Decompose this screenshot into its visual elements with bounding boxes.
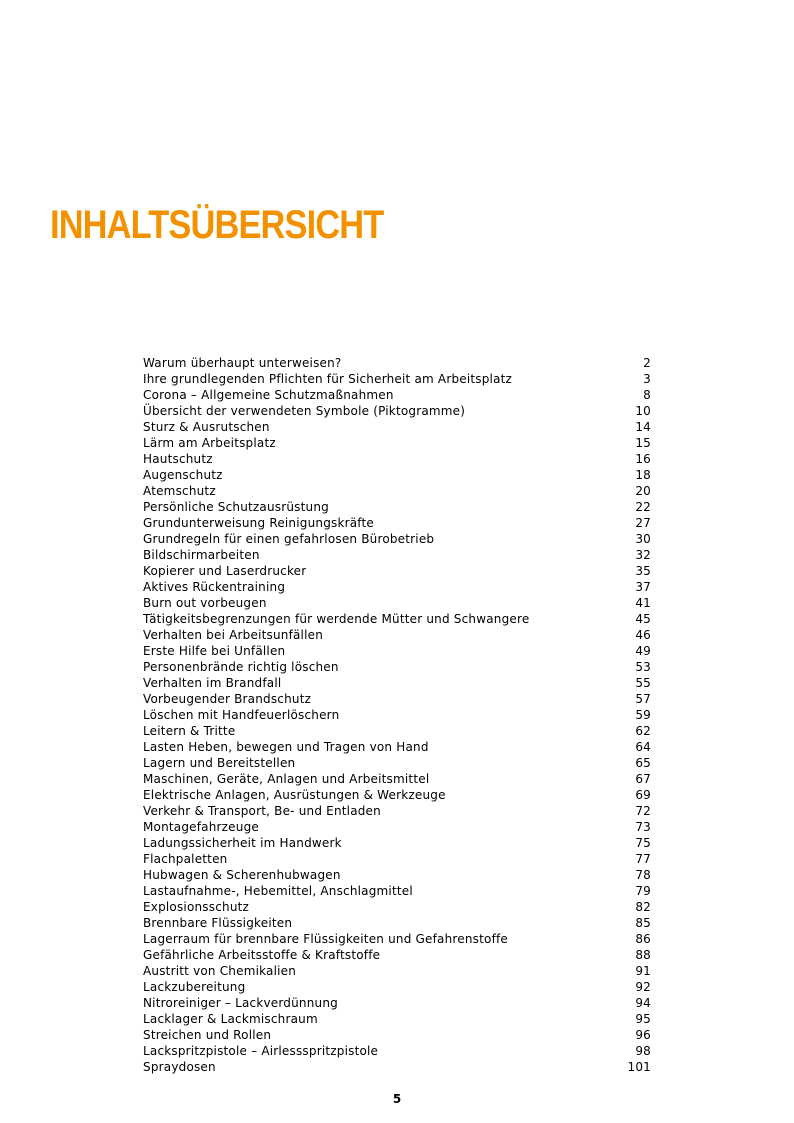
toc-entry-page: 101	[627, 1060, 651, 1074]
toc-entry-page: 55	[635, 676, 651, 690]
toc-entry	[143, 739, 651, 755]
toc-entry-title: Lasten Heben, bewegen und Tragen von Hand	[143, 740, 429, 754]
toc-entry	[143, 403, 651, 419]
toc-entry-page: 2	[643, 356, 651, 370]
toc-entry-title: Personenbrände richtig löschen	[143, 660, 339, 674]
toc-entry-page: 95	[635, 1012, 651, 1026]
toc-entry-page: 65	[635, 756, 651, 770]
toc-entry-page: 41	[635, 596, 651, 610]
toc-entry	[143, 435, 651, 451]
toc-entry-page: 78	[635, 868, 651, 882]
toc-entry-page: 32	[635, 548, 651, 562]
toc-entry	[143, 1027, 651, 1043]
toc-entry-page: 98	[635, 1044, 651, 1058]
toc-entry-title: Lackzubereitung	[143, 980, 246, 994]
toc-entry	[143, 595, 651, 611]
toc-entry-page: 92	[635, 980, 651, 994]
toc-entry	[143, 835, 651, 851]
toc-entry-title: Grundregeln für einen gefahrlosen Bürobetrieb	[143, 532, 435, 546]
toc-entry-page: 88	[635, 948, 651, 962]
toc-entry-title: Brennbare Flüssigkeiten	[143, 916, 293, 930]
toc-entry-page: 77	[635, 852, 651, 866]
toc-entry-page: 45	[635, 612, 651, 626]
toc-entry	[143, 563, 651, 579]
toc-entry	[143, 723, 651, 739]
toc-entry-title: Montagefahrzeuge	[143, 820, 259, 834]
toc-entry-title: Lärm am Arbeitsplatz	[143, 436, 276, 450]
toc-entry-title: Hautschutz	[143, 452, 213, 466]
toc-entry	[143, 355, 651, 371]
toc-entry	[143, 387, 651, 403]
toc-entry-title: Lacklager & Lackmischraum	[143, 1012, 318, 1026]
toc-entry	[143, 915, 651, 931]
toc-entry-title: Bildschirmarbeiten	[143, 548, 260, 562]
toc-entry	[143, 579, 651, 595]
toc-entry-title: Spraydosen	[143, 1060, 216, 1074]
toc-entry-page: 27	[635, 516, 651, 530]
toc-entry-title: Grundunterweisung Reinigungskräfte	[143, 516, 375, 530]
toc-entry	[143, 643, 651, 659]
toc-entry	[143, 1011, 651, 1027]
toc-entry-page: 59	[635, 708, 651, 722]
toc-entry-title: Hubwagen & Scherenhubwagen	[143, 868, 341, 882]
toc-entry-page: 79	[635, 884, 651, 898]
toc-entry	[143, 515, 651, 531]
toc-entry	[143, 867, 651, 883]
toc-entry-title: Corona – Allgemeine Schutzmaßnahmen	[143, 388, 394, 402]
page-title: INHALTSÜBERSICHT	[50, 203, 384, 247]
toc-entry-title: Explosionsschutz	[143, 900, 250, 914]
toc-entry-title: Tätigkeitsbegrenzungen für werdende Mütter und Schwangere	[143, 612, 530, 626]
toc-entry-page: 96	[635, 1028, 651, 1042]
toc-entry-page: 30	[635, 532, 651, 546]
toc-entry-title: Kopierer und Laserdrucker	[143, 564, 307, 578]
toc-entry-title: Verhalten bei Arbeitsunfällen	[143, 628, 324, 642]
toc-entry-title: Verhalten im Brandfall	[143, 676, 282, 690]
toc-entry-page: 37	[635, 580, 651, 594]
toc-entry-title: Nitroreiniger – Lackverdünnung	[143, 996, 338, 1010]
toc-entry-page: 22	[635, 500, 651, 514]
toc-entry-page: 67	[635, 772, 651, 786]
toc-entry-title: Verkehr & Transport, Be- und Entladen	[143, 804, 381, 818]
toc-entry-page: 8	[643, 388, 651, 402]
table-of-contents	[143, 355, 651, 1075]
toc-entry-title: Augenschutz	[143, 468, 223, 482]
toc-entry	[143, 947, 651, 963]
toc-entry	[143, 1043, 651, 1059]
toc-entry-title: Aktives Rückentraining	[143, 580, 286, 594]
toc-entry	[143, 675, 651, 691]
toc-entry	[143, 707, 651, 723]
toc-entry	[143, 659, 651, 675]
toc-entry	[143, 371, 651, 387]
toc-entry-title: Leitern & Tritte	[143, 724, 236, 738]
toc-entry-page: 18	[635, 468, 651, 482]
toc-entry	[143, 451, 651, 467]
toc-entry-title: Lagerraum für brennbare Flüssigkeiten und Gefahrenstoffe	[143, 932, 508, 946]
toc-entry	[143, 963, 651, 979]
toc-entry-page: 3	[643, 372, 651, 386]
toc-entry-page: 72	[635, 804, 651, 818]
toc-entry-title: Übersicht der verwendeten Symbole (Piktogramme)	[143, 404, 466, 418]
toc-entry-page: 15	[635, 436, 651, 450]
toc-entry-page: 53	[635, 660, 651, 674]
toc-entry-title: Lagern und Bereitstellen	[143, 756, 296, 770]
toc-entry	[143, 691, 651, 707]
toc-entry-title: Vorbeugender Brandschutz	[143, 692, 312, 706]
toc-entry-page: 75	[635, 836, 651, 850]
toc-entry	[143, 1059, 651, 1075]
toc-entry-title: Maschinen, Geräte, Anlagen und Arbeitsmittel	[143, 772, 430, 786]
toc-entry-page: 91	[635, 964, 651, 978]
toc-entry-page: 69	[635, 788, 651, 802]
toc-entry-title: Lackspritzpistole – Airlessspritzpistole	[143, 1044, 379, 1058]
toc-entry	[143, 467, 651, 483]
toc-entry-page: 16	[635, 452, 651, 466]
toc-entry-title: Erste Hilfe bei Unfällen	[143, 644, 286, 658]
toc-entry-page: 86	[635, 932, 651, 946]
toc-entry	[143, 899, 651, 915]
toc-entry-title: Burn out vorbeugen	[143, 596, 267, 610]
toc-entry	[143, 803, 651, 819]
toc-entry-title: Flachpaletten	[143, 852, 228, 866]
toc-entry	[143, 931, 651, 947]
toc-entry	[143, 755, 651, 771]
toc-entry	[143, 531, 651, 547]
toc-entry-title: Gefährliche Arbeitsstoffe & Kraftstoffe	[143, 948, 381, 962]
toc-entry-title: Atemschutz	[143, 484, 216, 498]
toc-entry-page: 62	[635, 724, 651, 738]
toc-entry	[143, 547, 651, 563]
toc-entry-page: 94	[635, 996, 651, 1010]
toc-entry	[143, 771, 651, 787]
toc-entry-page: 49	[635, 644, 651, 658]
toc-entry-title: Löschen mit Handfeuerlöschern	[143, 708, 340, 722]
page-number: 5	[392, 1092, 402, 1106]
toc-entry	[143, 883, 651, 899]
toc-entry	[143, 419, 651, 435]
toc-entry-title: Persönliche Schutzausrüstung	[143, 500, 329, 514]
toc-entry-title: Warum überhaupt unterweisen?	[143, 356, 342, 370]
toc-entry-title: Ihre grundlegenden Pflichten für Sicherheit am Arbeitsplatz	[143, 372, 513, 386]
toc-entry-page: 14	[635, 420, 651, 434]
toc-entry-page: 35	[635, 564, 651, 578]
toc-entry-page: 20	[635, 484, 651, 498]
toc-entry	[143, 483, 651, 499]
toc-entry-title: Austritt von Chemikalien	[143, 964, 297, 978]
toc-entry-page: 10	[635, 404, 651, 418]
toc-entry	[143, 499, 651, 515]
toc-entry-title: Lastaufnahme-, Hebemittel, Anschlagmittel	[143, 884, 413, 898]
toc-entry	[143, 979, 651, 995]
toc-entry-page: 85	[635, 916, 651, 930]
toc-entry-page: 73	[635, 820, 651, 834]
toc-entry	[143, 787, 651, 803]
toc-entry-title: Sturz & Ausrutschen	[143, 420, 270, 434]
toc-entry-page: 82	[635, 900, 651, 914]
toc-entry	[143, 995, 651, 1011]
toc-entry	[143, 851, 651, 867]
toc-entry-title: Streichen und Rollen	[143, 1028, 272, 1042]
toc-entry-page: 64	[635, 740, 651, 754]
toc-entry	[143, 819, 651, 835]
toc-entry-page: 57	[635, 692, 651, 706]
toc-entry-page: 46	[635, 628, 651, 642]
toc-entry-title: Elektrische Anlagen, Ausrüstungen & Werkzeuge	[143, 788, 446, 802]
toc-entry-title: Ladungssicherheit im Handwerk	[143, 836, 342, 850]
toc-entry	[143, 611, 651, 627]
toc-entry	[143, 627, 651, 643]
